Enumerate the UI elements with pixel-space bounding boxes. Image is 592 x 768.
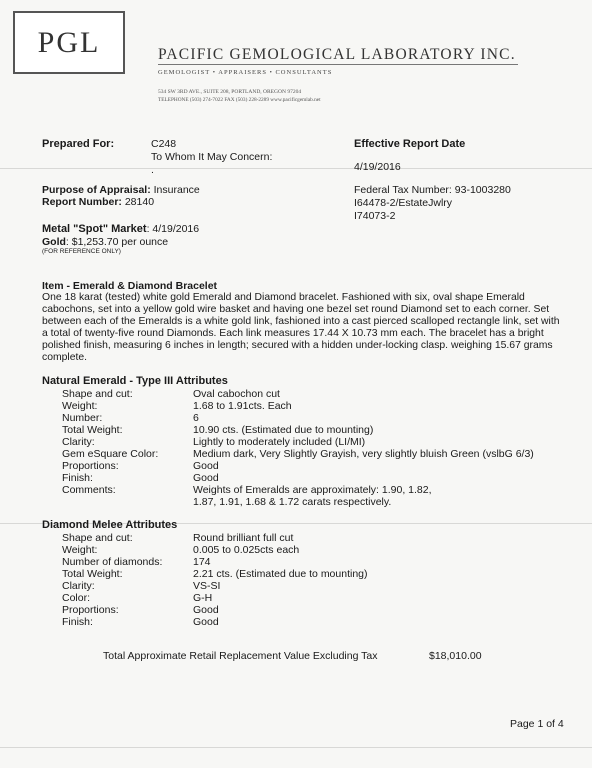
attr-value: Good [193, 604, 219, 616]
attr-key: Proportions: [62, 460, 119, 472]
scan-streak [0, 168, 592, 169]
attr-key: Total Weight: [62, 568, 123, 580]
attr-value: 1.68 to 1.91cts. Each [193, 400, 292, 412]
report-number-label: Report Number: [42, 196, 122, 208]
diamond-section-title: Diamond Melee Attributes [42, 519, 178, 531]
attr-value: Weights of Emeralds are approximately: 1.90, 1.82, [193, 484, 432, 496]
attr-key: Finish: [62, 616, 93, 628]
logo-text: PGL [37, 25, 101, 59]
firm-name: PACIFIC GEMOLOGICAL LABORATORY INC. [158, 46, 516, 63]
gold-label: Gold [42, 236, 66, 248]
attr-key: Color: [62, 592, 91, 604]
attr-key: Finish: [62, 472, 93, 484]
total-label: Total Approximate Retail Replacement Value Excluding Tax [103, 650, 378, 662]
attr-value: Medium dark, Very Slightly Grayish, very slightly bluish Green (vslbG 6/3) [193, 448, 534, 460]
attr-key: Shape and cut: [62, 532, 133, 544]
gold-line [42, 236, 168, 248]
reference-2: I74073-2 [354, 210, 396, 222]
attr-value: Oval cabochon cut [193, 388, 280, 400]
prepared-for-label: Prepared For: [42, 138, 115, 150]
item-description: One 18 karat (tested) white gold Emerald and Diamond bracelet. Fashioned with six, oval shape Emerald cabochons, set into a yellow gold wire basket and having one bezel set round Diamond set to each corner. Set between each of the Emeralds is a white gold link, fashioned into a cast pierced scalloped rectangle link, set with a total of twenty-five round Diamonds. Each link measures 17.44 X 10.73 mm each. The bracelet has a bright polished finish, measuring 6 inches in length; secured with a hidden under-locking clasp. weighing 15.67 grams complete. [42, 292, 560, 364]
reference-note: (FOR REFERENCE ONLY) [42, 248, 121, 255]
attr-key: Shape and cut: [62, 388, 133, 400]
reference-1: I64478-2/EstateJwlry [354, 197, 453, 209]
attr-value: 6 [193, 412, 199, 424]
attr-value: Round brilliant full cut [193, 532, 294, 544]
attr-value: Good [193, 460, 219, 472]
tax-label: Federal Tax Number: [354, 184, 452, 196]
attr-value: Good [193, 616, 219, 628]
attr-key: Comments: [62, 484, 116, 496]
firm-phone: TELEPHONE (503) 274-7022 FAX (503) 228-2289 www.pacificgemlab.net [158, 97, 321, 103]
firm-tagline: GEMOLOGIST • APPRAISERS • CONSULTANTS [158, 69, 333, 76]
attr-value: G-H [193, 592, 213, 604]
report-number-value: 28140 [124, 196, 155, 208]
attr-value: VS-SI [193, 580, 221, 592]
purpose-value: Insurance [153, 184, 200, 196]
attr-value: 0.005 to 0.025cts each [193, 544, 300, 556]
attr-key: Number: [62, 412, 103, 424]
attr-key: Clarity: [62, 436, 95, 448]
attr-key: Clarity: [62, 580, 95, 592]
attr-value: Good [193, 472, 219, 484]
metal-market-line [42, 223, 199, 235]
attr-value: Lightly to moderately included (LI/MI) [193, 436, 366, 448]
metal-label: Metal "Spot" Market [42, 223, 147, 235]
attr-key: Proportions: [62, 604, 119, 616]
pgl-logo [13, 11, 125, 74]
recipient: To Whom It May Concern: [151, 151, 273, 163]
attr-key: Total Weight: [62, 424, 123, 436]
total-value: $18,010.00 [429, 650, 482, 662]
attr-key: Gem eSquare Color: [62, 448, 159, 460]
firm-address: 534 SW 3RD AVE., SUITE 208, PORTLAND, OREGON 97204 [158, 89, 302, 95]
client-code: C248 [151, 138, 177, 150]
attr-value: 10.90 cts. (Estimated due to mounting) [193, 424, 374, 436]
attr-key: Number of diamonds: [62, 556, 163, 568]
page-number: Page 1 of 4 [510, 718, 564, 730]
metal-date: : 4/19/2016 [146, 223, 200, 235]
purpose-line [42, 184, 200, 196]
emerald-section-title: Natural Emerald - Type III Attributes [42, 375, 228, 387]
effective-date-label: Effective Report Date [354, 138, 466, 150]
tax-value: 93-1003280 [454, 184, 511, 196]
scan-streak [0, 747, 592, 748]
letterhead-rule [158, 64, 518, 65]
attr-key: Weight: [62, 400, 98, 412]
item-title: Item - Emerald & Diamond Bracelet [42, 280, 218, 292]
effective-date-value: 4/19/2016 [354, 161, 401, 173]
attr-value: 1.87, 1.91, 1.68 & 1.72 carats respectively. [193, 496, 392, 508]
tax-line [354, 184, 511, 196]
purpose-label: Purpose of Appraisal: [42, 184, 151, 196]
attr-value: 174 [193, 556, 211, 568]
report-number-line [42, 196, 154, 208]
attr-key: Weight: [62, 544, 98, 556]
gold-value: : $1,253.70 per ounce [65, 236, 169, 248]
attr-value: 2.21 cts. (Estimated due to mounting) [193, 568, 368, 580]
recipient-extra: . [151, 164, 154, 176]
